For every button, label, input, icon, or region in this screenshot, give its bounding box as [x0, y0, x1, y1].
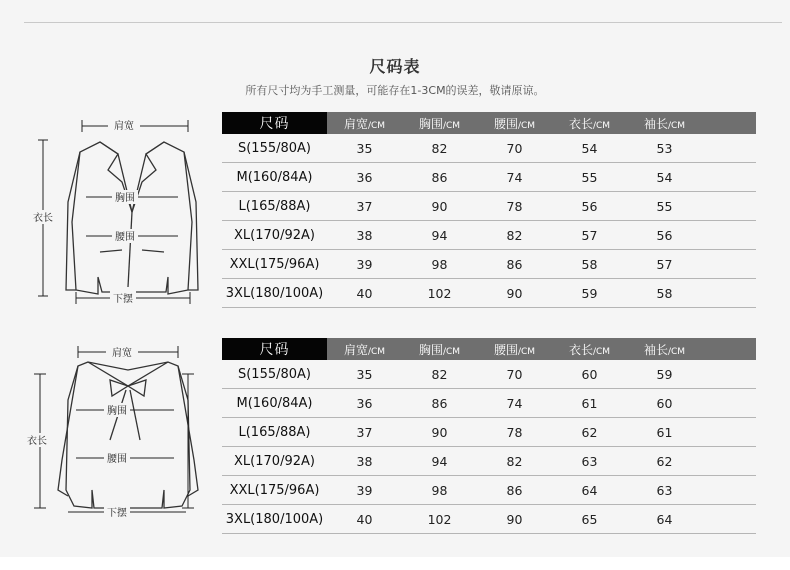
value-cell: 39	[327, 250, 402, 279]
spacer-cell	[702, 221, 756, 250]
value-cell: 94	[402, 221, 477, 250]
spacer-cell	[702, 360, 756, 389]
waist-label-2: 腰围	[107, 454, 127, 465]
blazer-sketch-icon	[28, 112, 218, 312]
header-spacer	[702, 338, 756, 360]
value-cell: 63	[552, 447, 627, 476]
page-title: 尺码表	[369, 57, 421, 76]
size-cell: XXL(175/96A)	[222, 250, 327, 279]
header-sleeve: 袖长/CM	[627, 338, 702, 360]
value-cell: 36	[327, 389, 402, 418]
header-shoulder: 肩宽/CM	[327, 112, 402, 134]
table-header-row	[222, 112, 756, 134]
value-cell: 65	[552, 505, 627, 534]
header-length: 衣长/CM	[552, 338, 627, 360]
size-cell: L(165/88A)	[222, 192, 327, 221]
table-row	[222, 389, 756, 418]
value-cell: 70	[477, 134, 552, 163]
value-cell: 82	[477, 221, 552, 250]
spacer-cell	[702, 134, 756, 163]
value-cell: 38	[327, 221, 402, 250]
header-shoulder: 肩宽/CM	[327, 338, 402, 360]
table-row	[222, 476, 756, 505]
value-cell: 102	[402, 505, 477, 534]
header-size: 尺码	[222, 112, 327, 134]
size-cell: XXL(175/96A)	[222, 476, 327, 505]
size-cell: XL(170/92A)	[222, 447, 327, 476]
size-cell: S(155/80A)	[222, 134, 327, 163]
value-cell: 60	[552, 360, 627, 389]
spacer-cell	[702, 163, 756, 192]
header-chest: 胸围/CM	[402, 338, 477, 360]
header-length: 衣长/CM	[552, 112, 627, 134]
value-cell: 61	[627, 418, 702, 447]
value-cell: 37	[327, 418, 402, 447]
spacer-cell	[702, 192, 756, 221]
table-row	[222, 418, 756, 447]
blazer-diagram	[28, 112, 218, 316]
size-cell: XL(170/92A)	[222, 221, 327, 250]
value-cell: 63	[627, 476, 702, 505]
value-cell: 70	[477, 360, 552, 389]
value-cell: 40	[327, 279, 402, 308]
value-cell: 58	[627, 279, 702, 308]
waist-label: 腰围	[115, 232, 135, 243]
size-table-blouse	[222, 338, 756, 534]
table-row	[222, 163, 756, 192]
value-cell: 55	[627, 192, 702, 221]
blouse-sketch-icon	[22, 340, 212, 520]
table-row	[222, 134, 756, 163]
value-cell: 56	[627, 221, 702, 250]
value-cell: 98	[402, 250, 477, 279]
value-cell: 74	[477, 163, 552, 192]
value-cell: 35	[327, 360, 402, 389]
value-cell: 39	[327, 476, 402, 505]
value-cell: 53	[627, 134, 702, 163]
value-cell: 82	[402, 360, 477, 389]
value-cell: 40	[327, 505, 402, 534]
size-cell: S(155/80A)	[222, 360, 327, 389]
value-cell: 54	[627, 163, 702, 192]
size-table-blazer	[222, 112, 756, 308]
value-cell: 36	[327, 163, 402, 192]
value-cell: 56	[552, 192, 627, 221]
spacer-cell	[702, 505, 756, 534]
value-cell: 86	[477, 250, 552, 279]
value-cell: 90	[402, 418, 477, 447]
size-cell: M(160/84A)	[222, 163, 327, 192]
table-row	[222, 192, 756, 221]
value-cell: 86	[402, 389, 477, 418]
header-chest: 胸围/CM	[402, 112, 477, 134]
value-cell: 102	[402, 279, 477, 308]
chest-label: 胸围	[115, 193, 135, 204]
value-cell: 61	[552, 389, 627, 418]
value-cell: 90	[477, 505, 552, 534]
size-cell: L(165/88A)	[222, 418, 327, 447]
table-row	[222, 505, 756, 534]
spacer-cell	[702, 389, 756, 418]
size-cell: M(160/84A)	[222, 389, 327, 418]
length-label-2: 衣长	[27, 436, 47, 447]
header-waist: 腰围/CM	[477, 112, 552, 134]
spacer-cell	[702, 476, 756, 505]
value-cell: 64	[552, 476, 627, 505]
table-row	[222, 360, 756, 389]
value-cell: 35	[327, 134, 402, 163]
header-spacer	[702, 112, 756, 134]
value-cell: 74	[477, 389, 552, 418]
value-cell: 98	[402, 476, 477, 505]
value-cell: 55	[552, 163, 627, 192]
value-cell: 86	[402, 163, 477, 192]
page-subtitle: 所有尺寸均为手工测量，可能存在1-3CM的误差，敬请原谅。	[245, 84, 545, 97]
table-row	[222, 221, 756, 250]
table-header-row	[222, 338, 756, 360]
header-sleeve: 袖长/CM	[627, 112, 702, 134]
value-cell: 58	[552, 250, 627, 279]
value-cell: 82	[402, 134, 477, 163]
value-cell: 62	[627, 447, 702, 476]
size-cell: 3XL(180/100A)	[222, 279, 327, 308]
spacer-cell	[702, 250, 756, 279]
spacer-cell	[702, 418, 756, 447]
header-size: 尺码	[222, 338, 327, 360]
chest-label-2: 胸围	[107, 406, 127, 417]
value-cell: 59	[552, 279, 627, 308]
value-cell: 37	[327, 192, 402, 221]
value-cell: 59	[627, 360, 702, 389]
shoulder-label-2: 肩宽	[112, 348, 132, 359]
shoulder-label: 肩宽	[114, 121, 134, 132]
header-waist: 腰围/CM	[477, 338, 552, 360]
table-row	[222, 279, 756, 308]
value-cell: 78	[477, 418, 552, 447]
value-cell: 60	[627, 389, 702, 418]
hem-label-2: 下摆	[107, 508, 127, 519]
spacer-cell	[702, 447, 756, 476]
value-cell: 82	[477, 447, 552, 476]
value-cell: 54	[552, 134, 627, 163]
table-row	[222, 447, 756, 476]
hem-label: 下摆	[113, 294, 133, 305]
blouse-diagram	[22, 340, 212, 524]
spacer-cell	[702, 279, 756, 308]
value-cell: 86	[477, 476, 552, 505]
value-cell: 78	[477, 192, 552, 221]
length-label: 衣长	[33, 213, 53, 224]
value-cell: 38	[327, 447, 402, 476]
value-cell: 64	[627, 505, 702, 534]
size-cell: 3XL(180/100A)	[222, 505, 327, 534]
value-cell: 57	[552, 221, 627, 250]
value-cell: 62	[552, 418, 627, 447]
table-row	[222, 250, 756, 279]
value-cell: 90	[477, 279, 552, 308]
value-cell: 57	[627, 250, 702, 279]
value-cell: 90	[402, 192, 477, 221]
value-cell: 94	[402, 447, 477, 476]
top-divider	[24, 22, 782, 23]
